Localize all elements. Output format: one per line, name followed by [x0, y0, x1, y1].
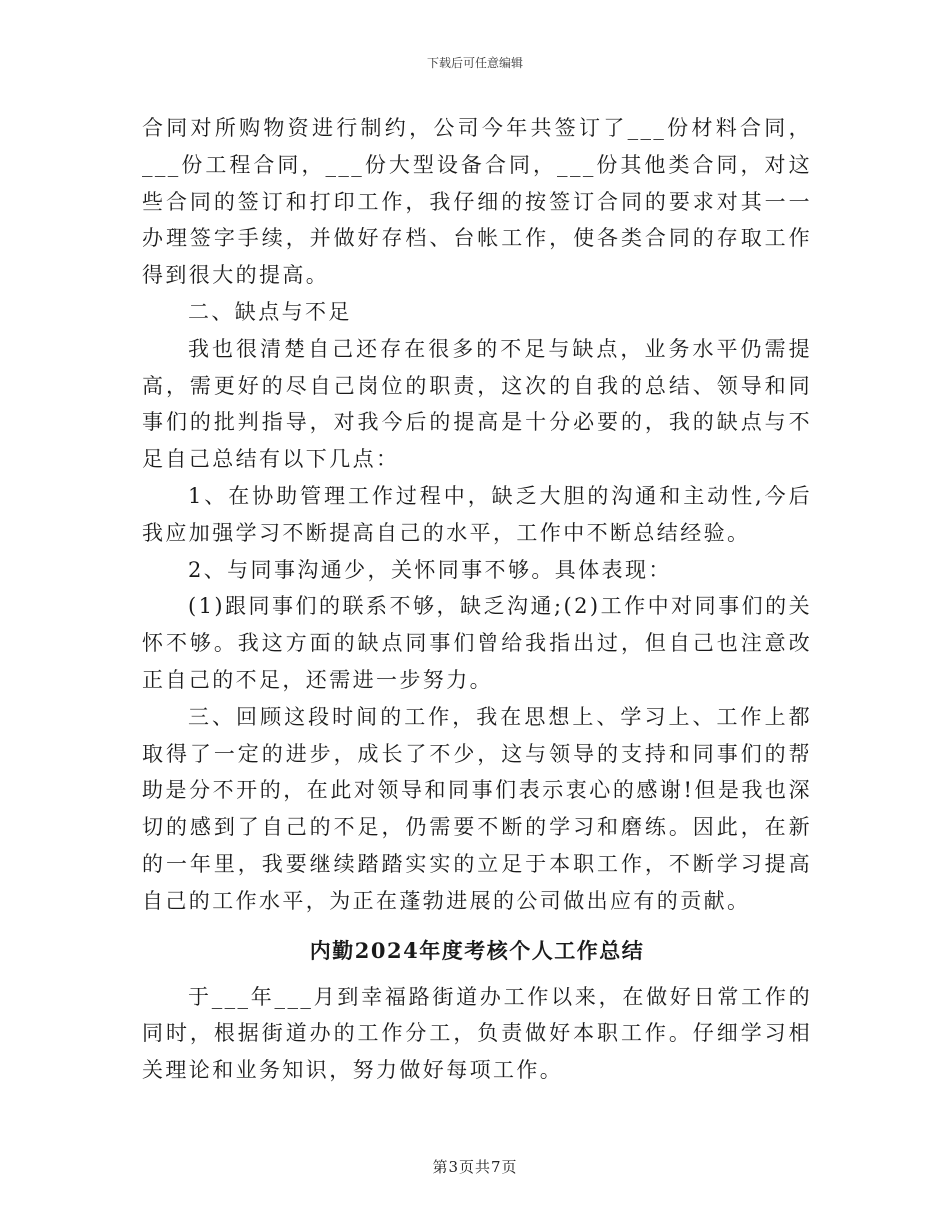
paragraph-point-1: 1、在协助管理工作过程中，缺乏大胆的沟通和主动性,今后我应加强学习不断提高自己的水平，工作中不断总结经验。	[142, 483, 812, 545]
paragraph-shortcomings-intro: 我也很清楚自己还存在很多的不足与缺点，业务水平仍需提高，需更好的尽自己岗位的职责，这次的自我的总结、领导和同事们的批判指导，对我今后的提高是十分必要的，我的缺点与不足自己总结有以下几点：	[142, 336, 812, 472]
paragraph-summary-intro: 于___年___月到幸福路街道办工作以来，在做好日常工作的同时，根据街道办的工作分工，负责做好本职工作。仔细学习相关理论和业务知识，努力做好每项工作。	[142, 984, 812, 1083]
document-body	[142, 110, 812, 1089]
page-header: 下载后可任意编辑	[426, 56, 523, 70]
paragraph-point-2-details: (1)跟同事们的联系不够，缺乏沟通;(2)工作中对同事们的关怀不够。我这方面的缺点同事们曾给我指出过，但自己也注意改正自己的不足，还需进一步努力。	[142, 594, 812, 692]
paragraph-review: 三、回顾这段时间的工作，我在思想上、学习上、工作上都取得了一定的进步，成长了不少，这与领导的支持和同事们的帮助是分不开的，在此对领导和同事们表示衷心的感谢!但是我也深切的感到了自己的不足，仍需要不断的学习和磨练。因此，在新的一年里，我要继续踏踏实实的立足于本职工作，不断学习提高自己的工作水平，为正在蓬勃进展的公司做出应有的贡献。	[142, 704, 812, 913]
heading-shortcomings: 二、缺点与不足	[188, 299, 352, 324]
section-title: 内勤2024年度考核个人工作总结	[309, 937, 645, 963]
paragraph-contracts: 合同对所购物资进行制约，公司今年共签订了___份材料合同，___份工程合同，___份大型设备合同，___份其他类合同，对这些合同的签订和打印工作，我仔细的按签订合同的要求对其一一办理签字手续，并做好存档、台帐工作，使各类合同的存取工作得到很大的提高。	[142, 116, 812, 288]
paragraph-point-2: 2、与同事沟通少，关怀同事不够。具体表现：	[188, 557, 672, 582]
page-number: 第3页共7页	[432, 1158, 518, 1176]
